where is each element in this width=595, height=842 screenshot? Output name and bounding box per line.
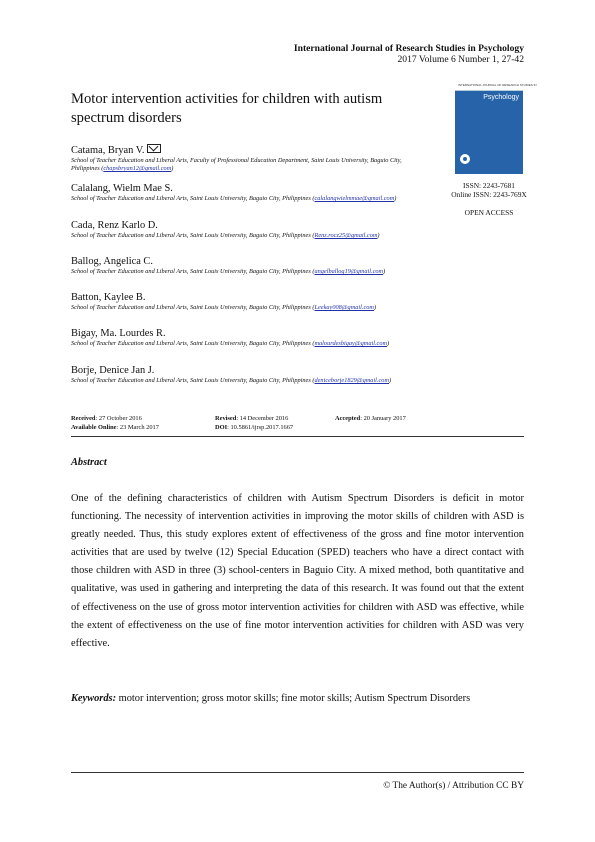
author-block: Bigay, Ma. Lourdes R. School of Teacher Education and Liberal Arts, Saint Louis University, Baguio City, Philippines (malourdesbigay@gmail.com) [71,327,411,348]
accepted-date: Accepted: 20 January 2017 [335,415,406,422]
author-name: Catama, Bryan V. [71,145,145,156]
cover-header-band: INTERNATIONAL JOURNAL OF RESEARCH STUDIES IN [455,76,523,91]
author-affiliation: School of Teacher Education and Liberal Arts, Saint Louis University, Baguio City, Philippines [71,340,311,347]
abstract-heading: Abstract [71,457,107,468]
doi[interactable]: DOI: 10.5861/ijrsp.2017.1667 [215,424,294,431]
author-affiliation: School of Teacher Education and Liberal Arts, Saint Louis University, Baguio City, Philippines [71,377,311,384]
dates-block [71,415,524,433]
keywords-text: motor intervention; gross motor skills; fine motor skills; Autism Spectrum Disorders [118,693,471,704]
cover-emblem-icon [460,154,470,164]
journal-name: International Journal of Research Studies in Psychology [293,43,524,54]
author-block: Calalang, Wielm Mae S. School of Teacher Education and Liberal Arts, Saint Louis University, Baguio City, Philippines (calalangwielmmae@gmail.com) [71,182,411,203]
author-block: Borje, Denice Jan J. School of Teacher Education and Liberal Arts, Saint Louis University, Baguio City, Philippines (deniceborje1829@gmail.com) [71,364,411,385]
author-name: Batton, Kaylee B. [71,292,146,303]
author-email-link[interactable]: Leekay008@gmail.com [314,304,374,311]
license-text: © The Author(s) / Attribution CC BY [383,781,524,791]
footer-divider [71,772,524,773]
author-name: Borje, Denice Jan J. [71,365,155,376]
cover-subject: Psychology [483,94,519,101]
author-name: Calalang, Wielm Mae S. [71,183,173,194]
paper-title: Motor intervention activities for children with autism spectrum disorders [71,91,383,126]
author-name: Bigay, Ma. Lourdes R. [71,328,166,339]
received-date: Received: 27 October 2016 [71,415,142,422]
revised-date: Revised: 14 December 2016 [215,415,289,422]
author-block: Batton, Kaylee B. School of Teacher Education and Liberal Arts, Saint Louis University, Baguio City, Philippines (Leekay008@gmail.com) [71,291,411,312]
abstract-text: One of the defining characteristics of children with Autism Spectrum Disorders is deficit in motor functioning. The necessity of intervention activities in improving the motor skills of children with ASD is greatly needed. Thus, this study explores extent of effectiveness of the gross and fine motor intervention activities that are used by twelve (12) Special Education (SPED) teachers who have a direct contact with those children with ASD in three (3) school-centers in Baguio City. A mixed method, both quantitative and qualitative, was used in gathering and interpreting the data of this research. It was found out that the extent of effectiveness on the use of gross motor intervention activities for children with ASD was effective, while the extent of effectiveness on the use of fine motor intervention activities for children with ASD was very effective. [71,493,524,649]
author-affiliation: School of Teacher Education and Liberal Arts, Saint Louis University, Baguio City, Philippines [71,232,311,239]
journal-cover [455,76,537,174]
keywords-label: Keywords: [71,693,117,704]
online-date: Available Online: 23 March 2017 [71,424,159,431]
online-issn: Online ISSN: 2243-769X [451,190,527,199]
author-email-link[interactable]: deniceborje1829@gmail.com [314,377,390,384]
author-email-link[interactable]: angelballog19@gmail.com [314,268,384,275]
open-access-label: OPEN ACCESS [464,208,514,217]
mail-icon[interactable] [147,144,161,153]
author-block: Cada, Renz Karlo D. School of Teacher Education and Liberal Arts, Saint Louis University, Baguio City, Philippines (Renz.rocz25@gmail.com) [71,219,411,240]
author-affiliation: School of Teacher Education and Liberal Arts, Faculty of Professional Education Department, Saint Louis University, Baguio City, Philippines [71,157,402,173]
author-affiliation: School of Teacher Education and Liberal Arts, Saint Louis University, Baguio City, Philippines [71,268,311,275]
divider [71,436,524,437]
author-affiliation: School of Teacher Education and Liberal Arts, Saint Louis University, Baguio City, Philippines [71,195,311,202]
author-block: Catama, Bryan V. School of Teacher Education and Liberal Arts, Faculty of Professional Education Department, Saint Louis University, Baguio City, Philippines (chapsbryan12@gmail.com) [71,145,402,173]
author-email-link[interactable]: malourdesbigay@gmail.com [314,340,388,347]
author-affiliation: School of Teacher Education and Liberal Arts, Saint Louis University, Baguio City, Philippines [71,304,311,311]
author-email-link[interactable]: calalangwielmmae@gmail.com [314,195,395,202]
journal-volume: 2017 Volume 6 Number 1, 27-42 [397,54,524,65]
keywords [71,690,524,708]
author-email-link[interactable]: Renz.rocz25@gmail.com [314,232,378,239]
author-name: Cada, Renz Karlo D. [71,220,158,231]
author-name: Ballog, Angelica C. [71,256,153,267]
issn: ISSN: 2243-7681 [463,181,515,190]
author-block: Ballog, Angelica C. School of Teacher Education and Liberal Arts, Saint Louis University, Baguio City, Philippines (angelballog19@gmail.com) [71,255,411,276]
author-email-link[interactable]: chapsbryan12@gmail.com [103,165,172,173]
